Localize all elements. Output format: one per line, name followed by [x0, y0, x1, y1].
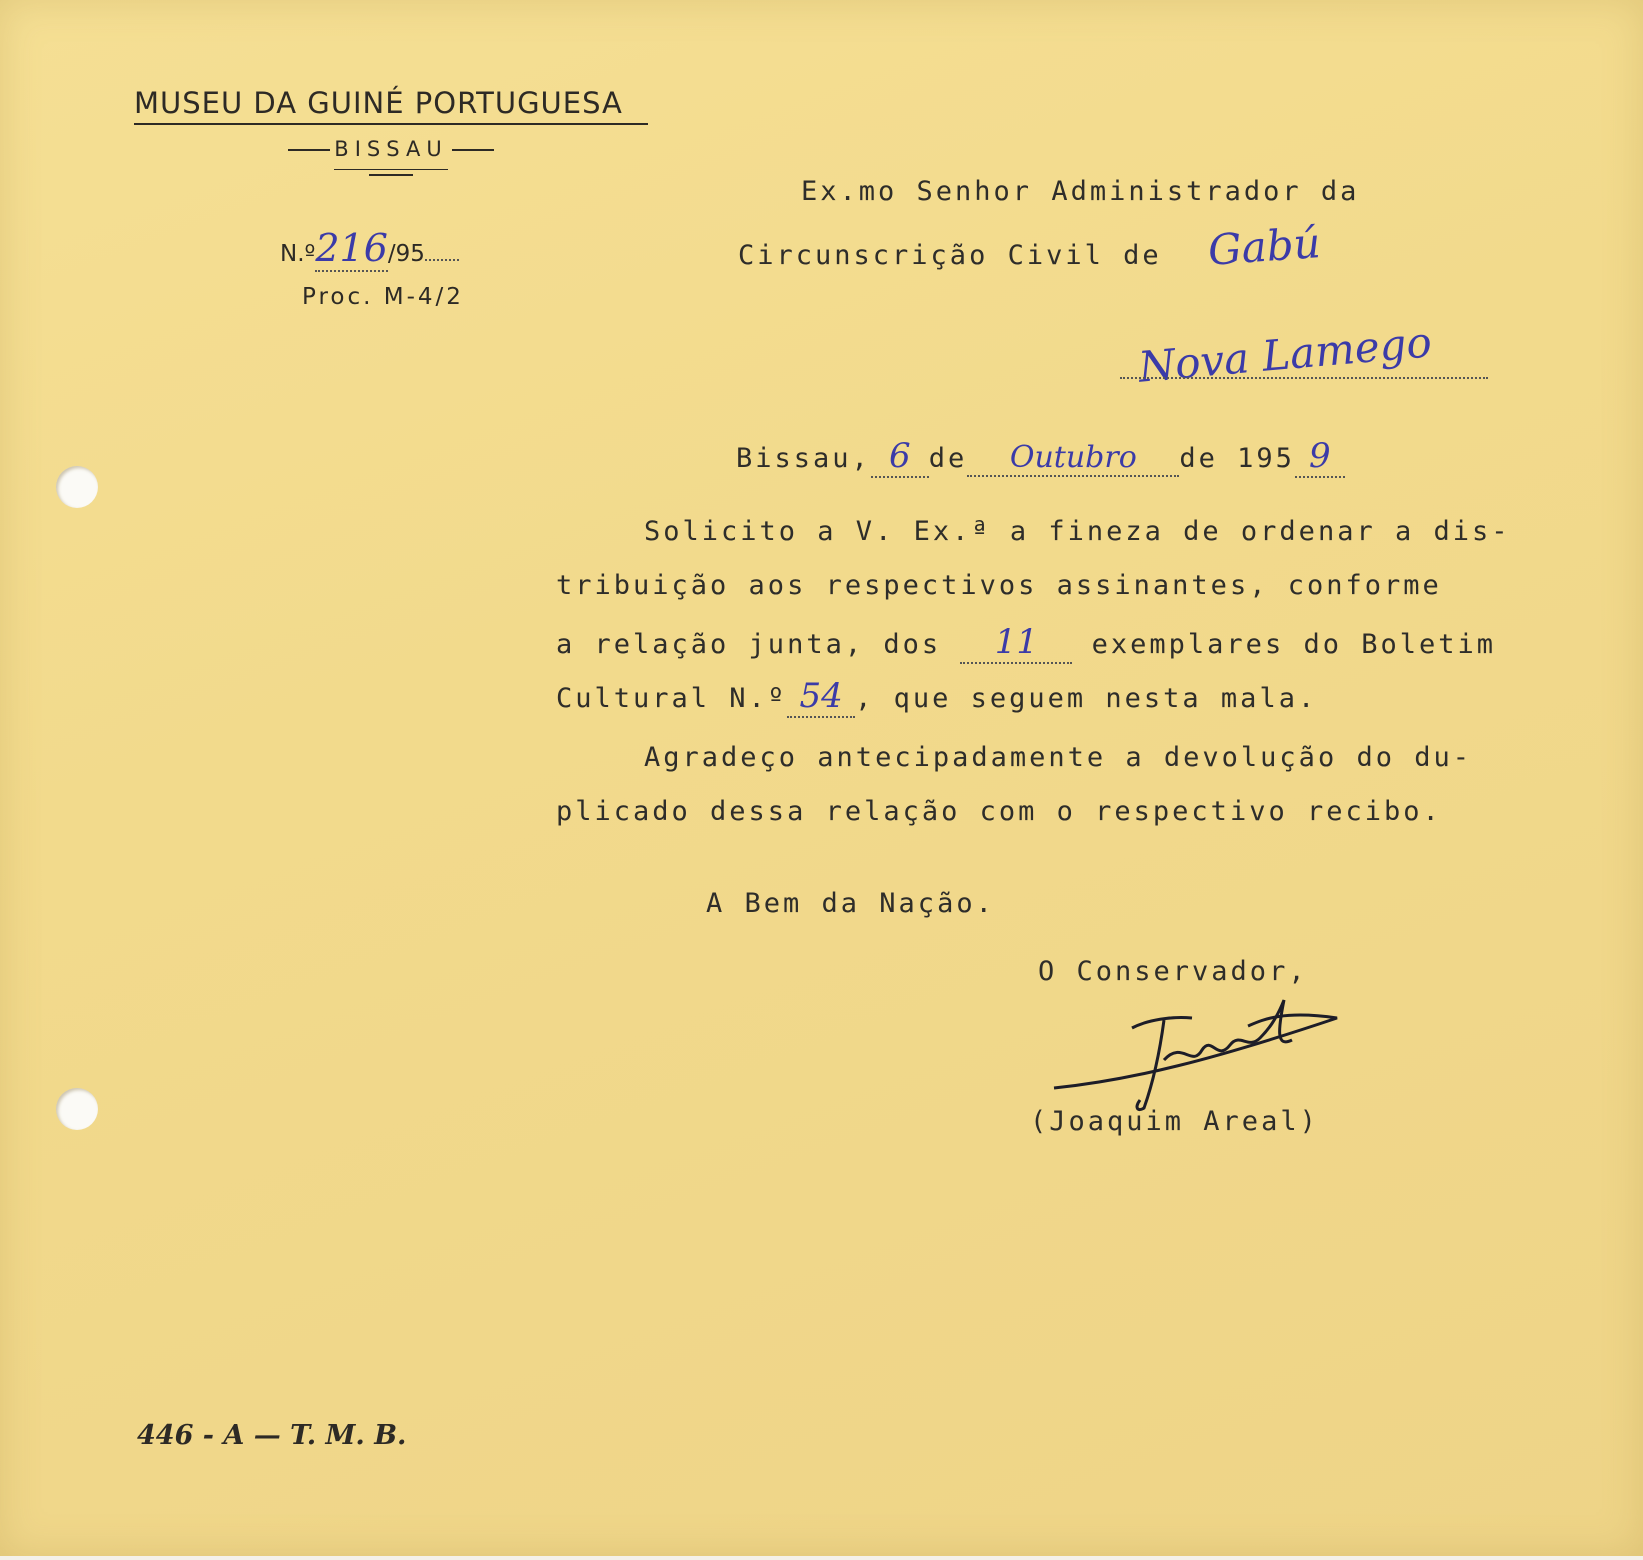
year-prefix: /95: [387, 241, 425, 267]
bulletin-number-handwritten: 54: [799, 676, 843, 716]
body-p1-line-4: [556, 676, 1317, 718]
body-p1-line-4b: , que seguem nesta mala.: [855, 683, 1318, 714]
body-p1-line-1: Solicito a V. Ex.ª a finеza de ordenar a dis-: [644, 516, 1511, 547]
date-line: [736, 436, 1345, 478]
divider: [334, 169, 448, 170]
body-p1-line-4a: Cultural N.º: [556, 683, 788, 714]
addressee-line-2: Circunscrição Civil de: [738, 240, 1162, 271]
date-day-handwritten: 6: [888, 436, 911, 476]
city-label: BISSAU: [334, 137, 448, 161]
letterhead-city: [134, 137, 648, 161]
addressee-place-handwritten: Gabú: [1206, 218, 1323, 275]
signature-handwritten: [1052, 990, 1352, 1120]
body-p2-line-1: Agradeço antecipadamente a devolução do du-: [644, 742, 1472, 773]
letterhead: [134, 86, 648, 176]
divider-short: [369, 174, 413, 176]
form-code: 446 - A — T. M. B.: [137, 1420, 407, 1451]
body-p1-line-3a: a relação junta, dos: [556, 629, 942, 660]
museum-name: MUSEU DA GUINÉ PORTUGUESA: [134, 86, 648, 125]
signer-name: (Joaquim Areal): [1030, 1106, 1319, 1137]
process-reference: Proc. M-4/2: [302, 284, 464, 310]
punch-hole-top: [56, 466, 98, 508]
reference-number: [280, 226, 459, 272]
date-de-1: de: [928, 443, 968, 474]
body-p1-line-2: tribuição aos respectivos assinantes, conforme: [556, 570, 1442, 601]
body-p1-line-3b: exemplares do Boletim: [1091, 629, 1497, 660]
punch-hole-bottom: [56, 1088, 98, 1130]
body-p2-line-2: plicado dessa relação com o respectivo recibo.: [556, 796, 1442, 827]
address-dotted-line: [1120, 377, 1488, 379]
signer-role: O Conservador,: [1038, 956, 1308, 987]
date-city: Bissau,: [736, 443, 871, 474]
addressee-line-1: Ex.mo Senhor Administrador da: [801, 176, 1360, 207]
number-prefix: N.º: [280, 241, 316, 267]
reference-number-handwritten: 216: [315, 226, 388, 270]
body-p1-line-3: [556, 622, 1496, 664]
date-year-prefix: de 195: [1179, 443, 1295, 474]
date-month-handwritten: Outubro: [1009, 440, 1137, 475]
addressee-place2-handwritten: Nova Lamego: [1136, 317, 1434, 392]
date-year-digit-handwritten: 9: [1309, 436, 1331, 476]
copies-handwritten: 11: [994, 622, 1038, 662]
closing-salutation: A Bem da Nação.: [706, 888, 995, 919]
